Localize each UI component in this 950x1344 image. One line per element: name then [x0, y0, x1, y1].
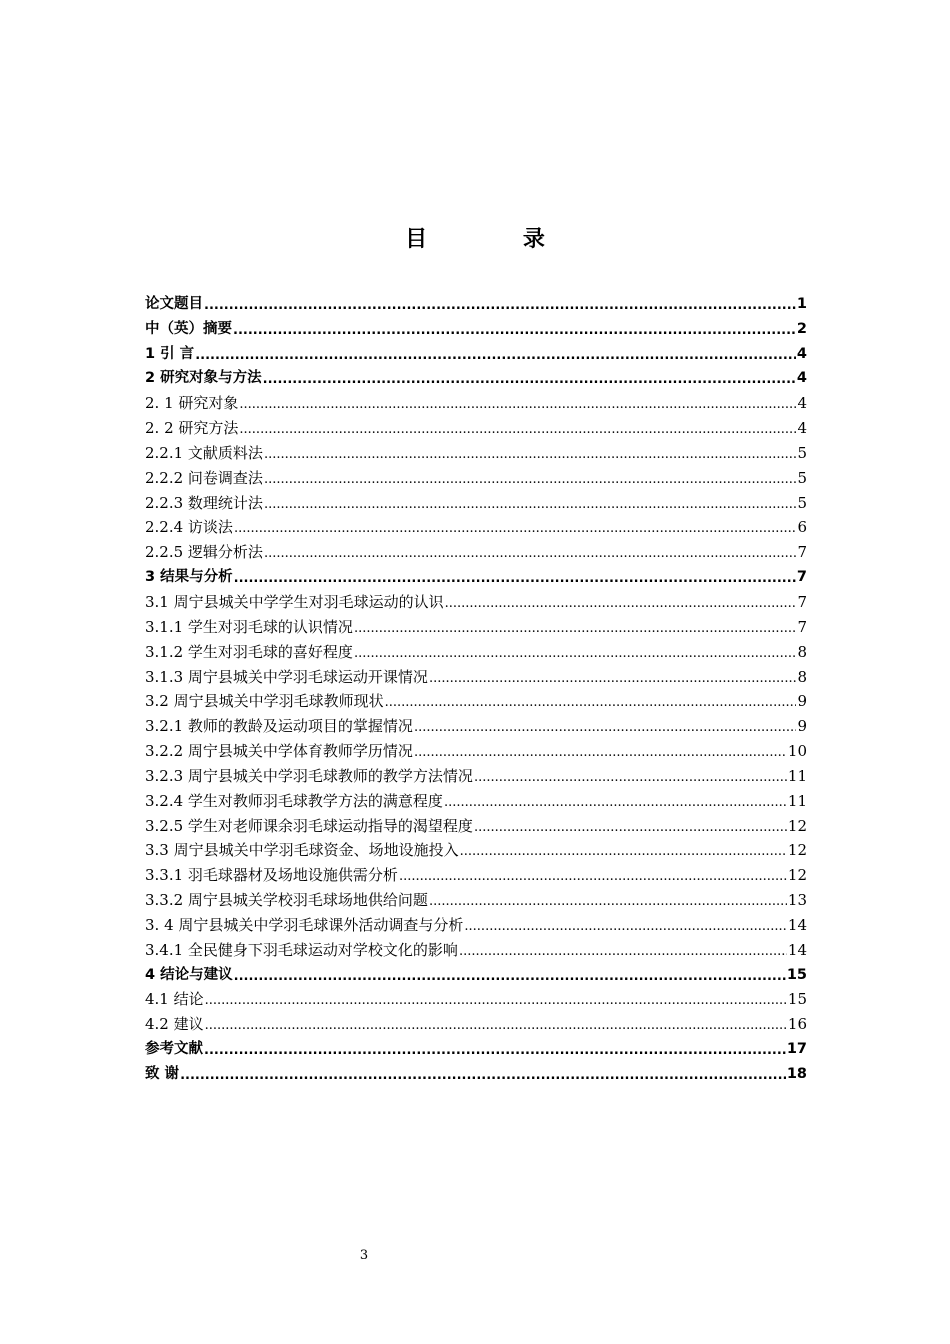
toc-dot-leader [264, 493, 797, 513]
toc-title: 目 录 [405, 227, 589, 252]
toc-dot-leader [234, 517, 797, 537]
toc-entry-label: 3.3.2 周宁县城关学校羽毛球场地供给问题 [145, 891, 428, 910]
toc-entry-label: 3.2.2 周宁县城关中学体育教师学历情况 [145, 742, 413, 761]
toc-entry[interactable] [145, 935, 807, 960]
toc-entry-page: 8 [797, 642, 807, 661]
toc-entry-page: 6 [797, 518, 807, 537]
toc-entry[interactable] [145, 562, 807, 587]
toc-entry[interactable] [145, 860, 807, 885]
toc-entry-label: 3.2.3 周宁县城关中学羽毛球教师的教学方法情况 [145, 766, 473, 785]
toc-entry-label: 2.2.2 问卷调查法 [145, 468, 263, 487]
toc-entry[interactable] [145, 687, 807, 712]
toc-entry[interactable] [145, 314, 807, 339]
toc-entry[interactable] [145, 438, 807, 463]
toc-entry-label: 3. 4 周宁县城关中学羽毛球课外活动调查与分析 [145, 915, 464, 934]
toc-entry[interactable] [145, 761, 807, 786]
toc-entry-page: 4 [796, 345, 807, 362]
toc-entry[interactable] [145, 488, 807, 513]
toc-entry[interactable] [145, 537, 807, 562]
toc-entry[interactable] [145, 612, 807, 637]
toc-entry-label: 4.1 结论 [145, 990, 204, 1009]
toc-entry-label: 3.1.1 学生对羽毛球的认识情况 [145, 617, 353, 636]
toc-dot-leader [354, 617, 797, 637]
toc-dot-leader [414, 716, 797, 736]
toc-entry-page: 11 [787, 766, 807, 785]
toc-entry-label: 2 研究对象与方法 [145, 370, 262, 387]
toc-entry-page: 12 [787, 841, 807, 860]
toc-entry-page: 4 [796, 370, 807, 387]
toc-dot-leader [385, 691, 797, 711]
toc-dot-leader [354, 642, 797, 662]
toc-entry[interactable] [145, 364, 807, 389]
toc-entry[interactable] [145, 1034, 807, 1059]
toc-entry-label: 2.2.3 数理统计法 [145, 493, 263, 512]
toc-entry-page: 11 [787, 791, 807, 810]
toc-entry-page: 4 [797, 394, 807, 413]
toc-entry-label: 3.3.1 羽毛球器材及场地设施供需分析 [145, 866, 398, 885]
toc-entry[interactable] [145, 513, 807, 538]
toc-entry[interactable] [145, 662, 807, 687]
toc-entry-page: 5 [797, 468, 807, 487]
toc-entry-page: 2 [796, 320, 807, 337]
toc-entry-label: 3.3 周宁县城关中学羽毛球资金、场地设施投入 [145, 841, 459, 860]
toc-entry[interactable] [145, 388, 807, 413]
toc-entry-label: 4.2 建议 [145, 1015, 204, 1034]
toc-entry[interactable] [145, 637, 807, 662]
toc-entry-label: 2. 2 研究方法 [145, 419, 239, 438]
toc-entry-label: 2.2.1 文献质料法 [145, 443, 263, 462]
toc-entry[interactable] [145, 736, 807, 761]
toc-entry-page: 12 [787, 816, 807, 835]
toc-entry-label: 参考文献 [145, 1041, 203, 1058]
toc-entry-page: 14 [787, 915, 807, 934]
toc-entry-page: 12 [787, 866, 807, 885]
toc-dot-leader [204, 294, 796, 314]
toc-entry-page: 9 [797, 717, 807, 736]
toc-dot-leader [429, 667, 797, 687]
toc-entry[interactable] [145, 786, 807, 811]
toc-entry-page: 7 [797, 617, 807, 636]
toc-entry-page: 14 [787, 940, 807, 959]
toc-entry-page: 5 [797, 443, 807, 462]
toc-entry-page: 10 [787, 742, 807, 761]
toc-entry-page: 16 [787, 1015, 807, 1034]
toc-entry-label: 3.2.4 学生对教师羽毛球教学方法的满意程度 [145, 791, 443, 810]
toc-entry[interactable] [145, 836, 807, 861]
toc-entry-page: 1 [796, 295, 807, 312]
toc-entry-label: 3.4.1 全民健身下羽毛球运动对学校文化的影响 [145, 940, 458, 959]
toc-entry-page: 7 [797, 592, 807, 611]
toc-entry-page: 13 [787, 891, 807, 910]
toc-entry-page: 5 [797, 493, 807, 512]
toc-entry-label: 致 谢 [145, 1066, 180, 1082]
page-number: 3 [359, 1248, 369, 1263]
toc-dot-leader [195, 344, 796, 364]
toc-entry[interactable] [145, 811, 807, 836]
toc-dot-leader [234, 567, 796, 587]
toc-entry-label: 2.2.5 逻辑分析法 [145, 543, 263, 562]
toc-dot-leader [180, 1064, 786, 1084]
toc-dot-leader [239, 393, 796, 413]
toc-entry-label: 2. 1 研究对象 [145, 394, 239, 413]
toc-dot-leader [445, 592, 797, 612]
toc-entry[interactable] [145, 587, 807, 612]
toc-entry[interactable] [145, 1009, 807, 1034]
toc-dot-leader [233, 319, 796, 339]
toc-entry-label: 3.2.5 学生对老师课余羽毛球运动指导的渴望程度 [145, 816, 473, 835]
toc-entry-label: 3 结果与分析 [145, 569, 233, 586]
toc-dot-leader [264, 443, 797, 463]
toc-dot-leader [204, 1039, 786, 1059]
toc-entry[interactable] [145, 960, 807, 985]
toc-entry-label: 2.2.4 访谈法 [145, 518, 233, 537]
toc-dot-leader [399, 865, 787, 885]
toc-dot-leader [205, 1014, 787, 1034]
toc-entry-page: 7 [796, 569, 807, 586]
toc-dot-leader [264, 542, 797, 562]
toc-entry-label: 3.1 周宁县城关中学学生对羽毛球运动的认识 [145, 592, 444, 611]
toc-dot-leader [474, 816, 787, 836]
toc-entry[interactable] [145, 463, 807, 488]
toc-entry-label: 3.1.3 周宁县城关中学羽毛球运动开课情况 [145, 667, 428, 686]
toc-entry[interactable] [145, 885, 807, 910]
toc-entry-page: 9 [797, 692, 807, 711]
toc-entry[interactable] [145, 1059, 807, 1084]
toc-dot-leader [205, 989, 787, 1009]
toc-entry-page: 17 [786, 1041, 807, 1058]
toc-entry[interactable] [145, 985, 807, 1010]
toc-entry-label: 3.2 周宁县城关中学羽毛球教师现状 [145, 692, 384, 711]
toc-entry-label: 3.2.1 教师的教龄及运动项目的掌握情况 [145, 717, 413, 736]
toc-entry[interactable] [145, 289, 807, 314]
toc-dot-leader [460, 840, 787, 860]
toc-dot-leader [474, 766, 787, 786]
toc-entry[interactable] [145, 910, 807, 935]
toc-dot-leader [459, 940, 787, 960]
toc-entry-page: 8 [797, 667, 807, 686]
toc-dot-leader [263, 368, 796, 388]
toc-entry-label: 4 结论与建议 [145, 966, 233, 983]
toc-entry[interactable] [145, 339, 807, 364]
toc-dot-leader [264, 468, 797, 488]
toc-entry-label: 论文题目 [145, 295, 203, 312]
toc-dot-leader [239, 418, 796, 438]
toc-entry-label: 1 引 言 [145, 345, 195, 362]
toc-entry-page: 15 [787, 990, 807, 1009]
toc-dot-leader [444, 791, 787, 811]
toc-entry-page: 18 [786, 1066, 807, 1082]
toc-dot-leader [414, 741, 787, 761]
toc-entry-page: 15 [786, 966, 807, 983]
toc-dot-leader [429, 890, 787, 910]
toc-dot-leader [234, 965, 786, 985]
toc-entry[interactable] [145, 413, 807, 438]
toc-list [145, 289, 807, 1084]
toc-entry-label: 中（英）摘要 [145, 320, 232, 337]
toc-entry-label: 3.1.2 学生对羽毛球的喜好程度 [145, 642, 353, 661]
toc-entry-page: 7 [797, 543, 807, 562]
toc-entry[interactable] [145, 711, 807, 736]
toc-dot-leader [464, 915, 787, 935]
toc-entry-page: 4 [797, 419, 807, 438]
